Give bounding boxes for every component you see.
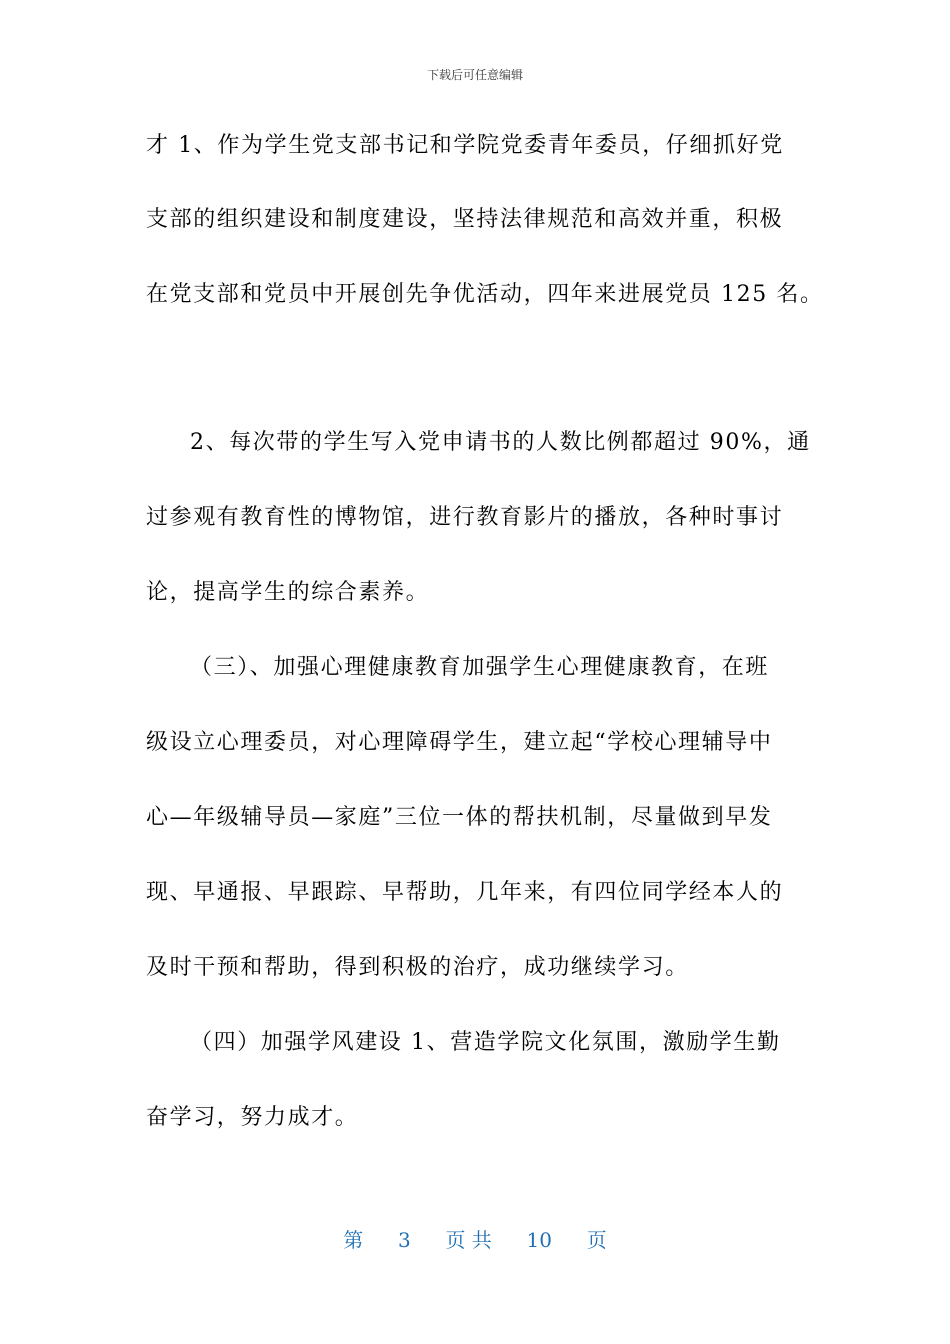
text-line: 2、每次带的学生写入党申请书的人数比例都超过 90%，通 [190,430,811,455]
text-line: 奋学习，努力成才。 [146,1105,359,1130]
text-line: 论，提高学生的综合素养。 [146,580,430,605]
page-number-footer [0,1224,950,1253]
text-line: 支部的组织建设和制度建设，坚持法律规范和高效并重，积极 [146,207,784,232]
text-line: （四）加强学风建设 1、营造学院文化氛围，激励学生勤 [190,1030,781,1055]
text-line: 在党支部和党员中开展创先争优活动，四年来进展党员 125 名。 [146,282,824,307]
total-pages-number: 10 [526,1228,552,1252]
text-line: 及时干预和帮助，得到积极的治疗，成功继续学习。 [146,955,689,980]
text-line: 才 1、作为学生党支部书记和学院党委青年委员，仔细抓好党 [146,133,784,158]
text-line: 现、早通报、早跟踪、早帮助，几年来，有四位同学经本人的 [146,880,784,905]
text-line: 级设立心理委员，对心理障碍学生，建立起“学校心理辅导中 [146,730,773,755]
page-prefix: 第 [343,1228,364,1252]
download-note: 下载后可任意编辑 [426,68,523,82]
page-middle-label: 页 共 [445,1228,492,1252]
text-line: 心—年级辅导员—家庭”三位一体的帮扶机制，尽量做到早发 [146,805,773,830]
current-page-number: 3 [398,1228,411,1252]
text-line: （三）、加强心理健康教育加强学生心理健康教育，在班 [190,655,770,680]
page-suffix: 页 [586,1228,607,1252]
text-line: 过参观有教育性的博物馆，进行教育影片的播放，各种时事讨 [146,505,784,530]
